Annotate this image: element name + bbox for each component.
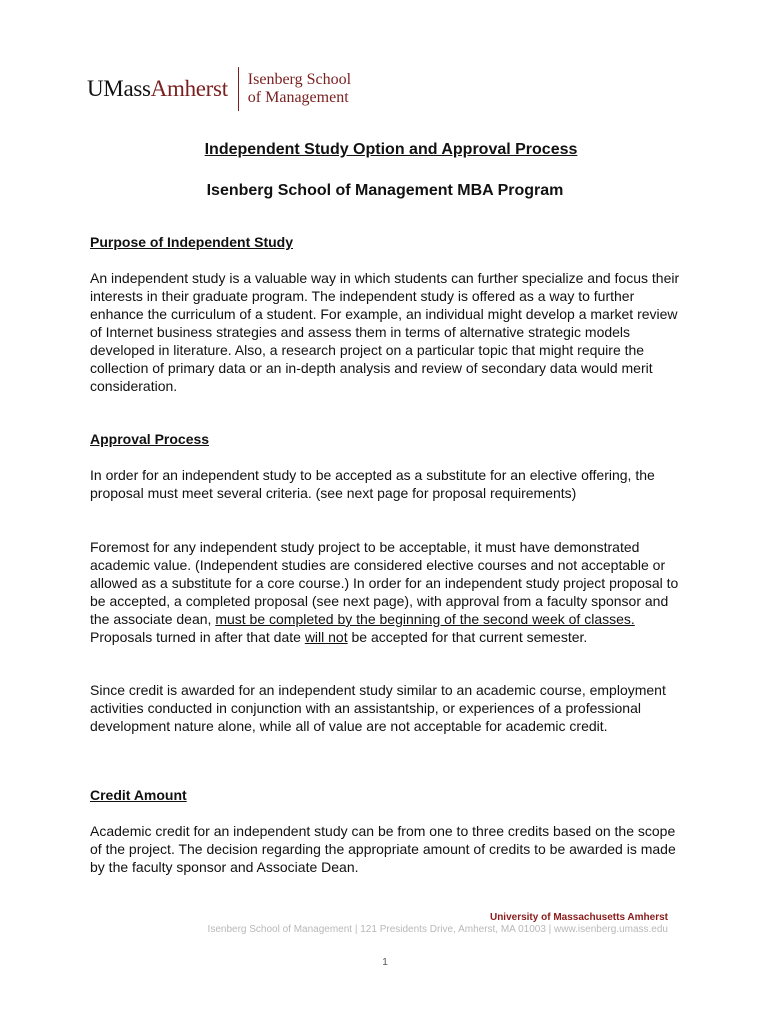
credit-heading: Credit Amount xyxy=(90,787,187,803)
approval-paragraph-2 xyxy=(90,538,680,646)
approval-heading: Approval Process xyxy=(90,431,210,447)
amherst-text: Amherst xyxy=(150,76,228,101)
credit-paragraph: Academic credit for an independent study can be from one to three credits based on the scope of the project. The decision regarding the appropriate amount of credits to be awarded is made by the faculty sponsor and Associate Dean. xyxy=(90,823,676,875)
document-subtitle: Isenberg School of Management MBA Program xyxy=(206,182,564,199)
umass-text: UMass xyxy=(87,76,151,101)
umass-isenberg-logo xyxy=(87,66,351,112)
approval-p2-text-b: Proposals turned in after that date xyxy=(90,629,305,645)
approval-p2-text-c: be accepted for that current semester. xyxy=(347,629,588,645)
deadline-underlined: must be completed by the beginning of the second week of classes. xyxy=(215,611,635,627)
logo-divider xyxy=(238,67,239,111)
purpose-paragraph: An independent study is a valuable way in which students can further specialize and focus their interests in their graduate program. The independent study is offered as a way to further enhance the curriculum of a student. For example, an individual might develop a market review of Internet business strategies and assess them in terms of alternative strategic models developed in literature. Also, a research project on a particular topic that might require the collection of primary data or an in-depth analysis and review of secondary data would merit consideration. xyxy=(90,270,680,394)
footer-address: Isenberg School of Management | 121 Presidents Drive, Amherst, MA 01003 | www.isenberg.umass.edu xyxy=(207,924,668,935)
approval-paragraph-3: Since credit is awarded for an independent study similar to an academic course, employment activities conducted in conjunction with an assistantship, or experiences of a professional development nature alone, while all of value are not acceptable for academic credit. xyxy=(90,682,666,734)
will-not-underlined: will not xyxy=(304,629,348,645)
footer-university: University of Massachusetts Amherst xyxy=(489,912,668,923)
document-title: Independent Study Option and Approval Process xyxy=(204,141,578,158)
school-line-1: Isenberg School xyxy=(247,71,352,88)
purpose-heading: Purpose of Independent Study xyxy=(90,234,294,250)
isenberg-wordmark xyxy=(248,71,351,107)
approval-p2-text-a: Foremost for any independent study project to be acceptable, it must have demonstrated academic value. (Independent studies are considered elective courses and not acceptable or allowed as a substitute for a core course.) In order for an independent study project proposal to be accepted, a completed proposal (see next page), with approval from a faculty sponsor and the associate dean, xyxy=(90,539,679,627)
page-number: 1 xyxy=(382,957,388,968)
approval-paragraph-1: In order for an independent study to be accepted as a substitute for an elective offering, the proposal must meet several criteria. (see next page for proposal requirements) xyxy=(90,467,655,501)
umass-wordmark xyxy=(87,76,228,102)
school-line-2: of Management xyxy=(247,89,349,106)
